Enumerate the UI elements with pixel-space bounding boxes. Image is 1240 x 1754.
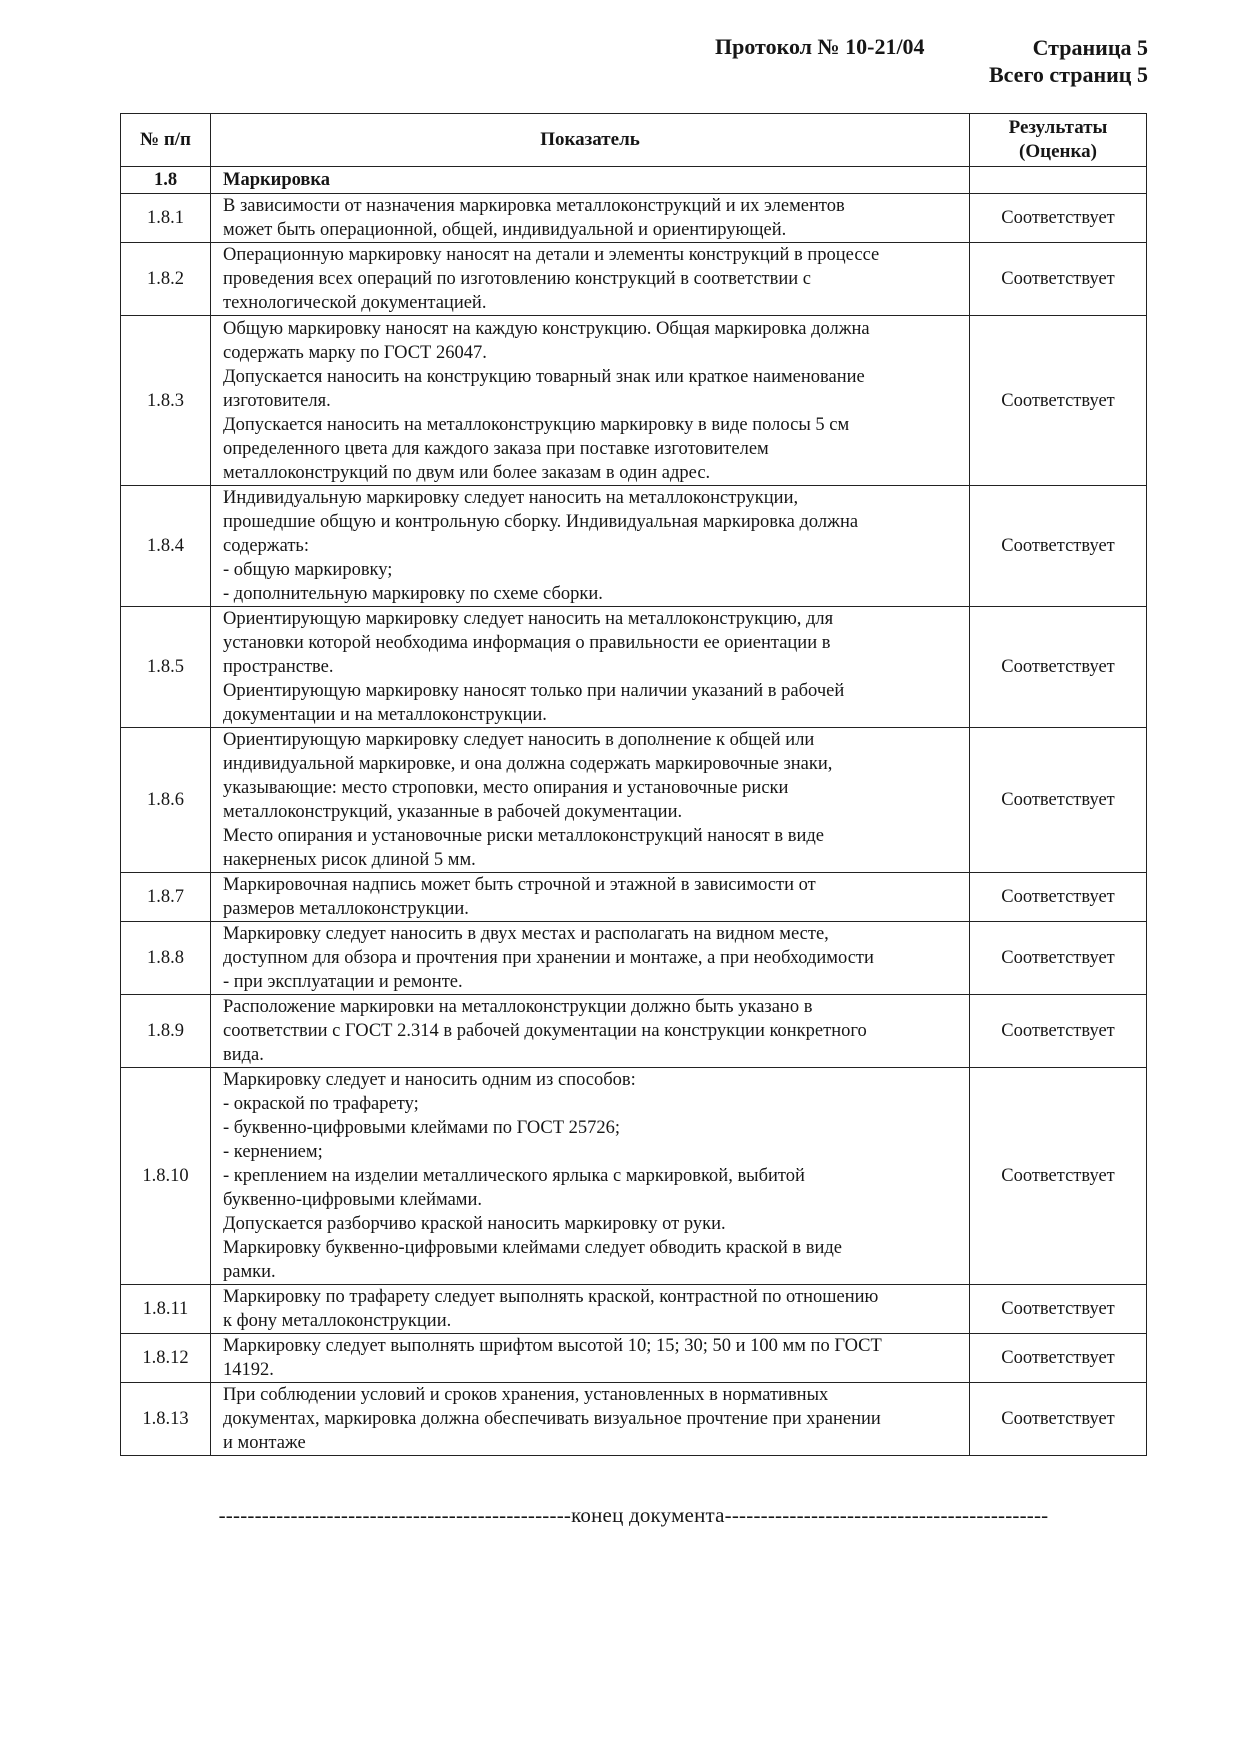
indicator-line: - дополнительную маркировку по схеме сборки.: [223, 584, 603, 604]
page-header: [0, 32, 1240, 92]
indicator-line: - окраской по трафарету;: [223, 1094, 419, 1114]
row-number: 1.8.7: [121, 873, 211, 922]
page-info: [989, 34, 1148, 88]
row-number: 1.8.1: [121, 194, 211, 243]
table-row: [121, 728, 1147, 873]
indicator-line: индивидуальной маркировке, и она должна содержать маркировочные знаки,: [223, 754, 833, 774]
indicator-line: Ориентирующую маркировку следует наносить в дополнение к общей или: [223, 730, 815, 750]
row-indicator: [211, 1383, 970, 1456]
indicator-line: Общую маркировку наносят на каждую конструкцию. Общая маркировка должна: [223, 318, 870, 339]
row-number: 1.8.10: [121, 1068, 211, 1285]
row-number: 1.8.3: [121, 316, 211, 486]
indicator-line: Маркировку буквенно-цифровыми клеймами следует обводить краской в виде: [223, 1238, 842, 1258]
row-number: 1.8.9: [121, 995, 211, 1068]
indicator-line: металлоконструкций, указанные в рабочей документации.: [223, 802, 683, 822]
indicator-line: документации и на металлоконструкции.: [223, 705, 547, 725]
end-of-document: -------------------------------------------------конец документа---------------------------------------------: [218, 1503, 1049, 1527]
indicator-line: 14192.: [223, 1360, 274, 1380]
indicator-line: Допускается разборчиво краской наносить маркировку от руки.: [223, 1214, 726, 1234]
row-number: 1.8.4: [121, 486, 211, 607]
indicator-line: изготовителя.: [223, 390, 331, 411]
table-row: [121, 243, 1147, 316]
indicator-line: Ориентирующую маркировку следует наносить на металлоконструкцию, для: [223, 609, 834, 629]
section-row: [121, 167, 1147, 194]
indicator-line: может быть операционной, общей, индивидуальной и ориентирующей.: [223, 220, 787, 240]
indicator-line: - креплением на изделии металлического ярлыка с маркировкой, выбитой: [223, 1166, 805, 1186]
table-row: [121, 1068, 1147, 1285]
indicator-line: накерненых рисок длиной 5 мм.: [223, 850, 476, 870]
page-number: Страница 5: [1032, 35, 1148, 60]
indicator-line: соответствии с ГОСТ 2.314 в рабочей документации на конструкции конкретного: [223, 1021, 867, 1041]
row-result: Соответствует: [970, 1334, 1147, 1383]
indicators-table: [120, 113, 1147, 1456]
section-result: [970, 167, 1147, 194]
row-result: Соответствует: [970, 873, 1147, 922]
table-row: [121, 316, 1147, 486]
section-number: 1.8: [121, 167, 211, 194]
indicator-line: Операционную маркировку наносят на детали и элементы конструкций в процессе: [223, 245, 880, 265]
row-result: Соответствует: [970, 1068, 1147, 1285]
indicator-line: - при эксплуатации и ремонте.: [223, 972, 463, 992]
row-result: Соответствует: [970, 243, 1147, 316]
row-indicator: [211, 995, 970, 1068]
indicator-line: Расположение маркировки на металлоконструкции должно быть указано в: [223, 997, 813, 1017]
indicator-line: пространстве.: [223, 657, 334, 677]
indicator-line: рамки.: [223, 1262, 276, 1282]
indicator-line: установки которой необходима информация о правильности ее ориентации в: [223, 633, 831, 653]
row-indicator: [211, 316, 970, 486]
table-row: [121, 1383, 1147, 1456]
indicator-line: Допускается наносить на металлоконструкцию маркировку в виде полосы 5 см: [223, 414, 850, 435]
row-number: 1.8.12: [121, 1334, 211, 1383]
header-result-line1: Результаты: [1008, 117, 1108, 138]
row-result: Соответствует: [970, 316, 1147, 486]
indicator-line: буквенно-цифровыми клеймами.: [223, 1190, 483, 1210]
indicator-line: указывающие: место строповки, место опирания и установочные риски: [223, 778, 789, 798]
row-result: Соответствует: [970, 486, 1147, 607]
row-indicator: [211, 486, 970, 607]
indicator-line: - общую маркировку;: [223, 560, 393, 580]
header-result-line2: (Оценка): [1019, 141, 1097, 162]
table-row: [121, 486, 1147, 607]
table-row: [121, 995, 1147, 1068]
table-row: [121, 922, 1147, 995]
indicator-line: прошедшие общую и контрольную сборку. Индивидуальная маркировка должна: [223, 512, 859, 532]
protocol-number: Протокол № 10-21/04: [715, 34, 925, 59]
row-number: 1.8.6: [121, 728, 211, 873]
indicator-line: вида.: [223, 1045, 264, 1065]
indicator-line: Маркировочная надпись может быть строчной и этажной в зависимости от: [223, 875, 816, 895]
row-number: 1.8.8: [121, 922, 211, 995]
indicator-line: Маркировку следует и наносить одним из способов:: [223, 1070, 636, 1090]
total-pages: Всего страниц 5: [988, 62, 1148, 87]
row-indicator: [211, 1334, 970, 1383]
row-indicator: [211, 1068, 970, 1285]
row-number: 1.8.11: [121, 1285, 211, 1334]
row-indicator: [211, 922, 970, 995]
indicator-line: Место опирания и установочные риски металлоконструкций наносят в виде: [223, 826, 825, 846]
indicator-line: - кернением;: [223, 1142, 323, 1162]
indicator-line: и монтаже: [223, 1433, 306, 1453]
indicator-line: к фону металлоконструкции.: [223, 1311, 452, 1331]
header-result: [970, 114, 1147, 167]
row-result: Соответствует: [970, 995, 1147, 1068]
row-number: 1.8.13: [121, 1383, 211, 1456]
row-result: Соответствует: [970, 922, 1147, 995]
row-result: Соответствует: [970, 607, 1147, 728]
indicator-line: Индивидуальную маркировку следует наносить на металлоконструкции,: [223, 488, 799, 508]
section-title: Маркировка: [211, 167, 970, 194]
row-number: 1.8.2: [121, 243, 211, 316]
row-indicator: [211, 243, 970, 316]
indicator-line: - буквенно-цифровыми клеймами по ГОСТ 25726;: [223, 1118, 621, 1138]
header-num: № п/п: [121, 114, 211, 167]
table-row: [121, 873, 1147, 922]
indicator-line: Маркировку следует выполнять шрифтом высотой 10; 15; 30; 50 и 100 мм по ГОСТ: [223, 1336, 882, 1356]
indicator-line: Маркировку по трафарету следует выполнять краской, контрастной по отношению: [223, 1287, 879, 1307]
row-result: Соответствует: [970, 1285, 1147, 1334]
row-indicator: [211, 873, 970, 922]
indicator-line: документах, маркировка должна обеспечивать визуальное прочтение при хранении: [223, 1409, 881, 1429]
indicator-line: При соблюдении условий и сроков хранения, установленных в нормативных: [223, 1385, 829, 1405]
row-indicator: [211, 194, 970, 243]
indicator-line: Допускается наносить на конструкцию товарный знак или краткое наименование: [223, 366, 865, 387]
row-number: 1.8.5: [121, 607, 211, 728]
table-row: [121, 1334, 1147, 1383]
indicator-line: В зависимости от назначения маркировка металлоконструкций и их элементов: [223, 196, 845, 216]
indicator-line: содержать марку по ГОСТ 26047.: [223, 342, 487, 363]
indicator-line: технологической документацией.: [223, 293, 487, 313]
indicator-line: проведения всех операций по изготовлению конструкций в соответствии с: [223, 269, 812, 289]
indicator-line: металлоконструкций по двум или более заказам в один адрес.: [223, 462, 711, 483]
table-row: [121, 194, 1147, 243]
indicator-line: Маркировку следует наносить в двух местах и располагать на видном месте,: [223, 924, 829, 944]
indicator-line: содержать:: [223, 536, 309, 556]
row-result: Соответствует: [970, 1383, 1147, 1456]
header-indicator: Показатель: [211, 114, 970, 167]
indicator-line: определенного цвета для каждого заказа при поставке изготовителем: [223, 438, 769, 459]
table-header-row: [121, 114, 1147, 167]
table-row: [121, 607, 1147, 728]
row-result: Соответствует: [970, 194, 1147, 243]
row-indicator: [211, 1285, 970, 1334]
indicator-line: доступном для обзора и прочтения при хранении и монтаже, а при необходимости: [223, 948, 874, 968]
indicator-line: Ориентирующую маркировку наносят только при наличии указаний в рабочей: [223, 681, 845, 701]
table-row: [121, 1285, 1147, 1334]
row-indicator: [211, 728, 970, 873]
row-indicator: [211, 607, 970, 728]
indicator-line: размеров металлоконструкции.: [223, 899, 469, 919]
row-result: Соответствует: [970, 728, 1147, 873]
